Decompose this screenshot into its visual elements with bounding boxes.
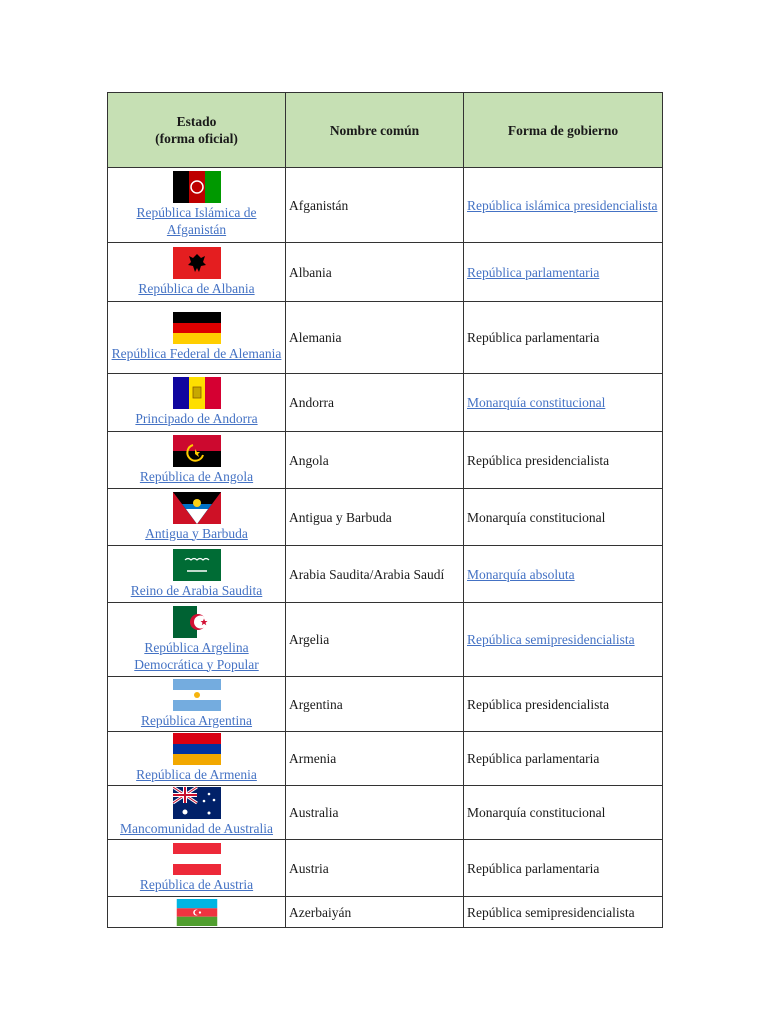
header-forma: Forma de gobierno bbox=[464, 93, 663, 168]
nombre-comun-cell: Albania bbox=[286, 243, 464, 302]
forma-gobierno-cell: República parlamentaria bbox=[464, 840, 663, 897]
table-row bbox=[108, 732, 663, 786]
estado-cell bbox=[108, 786, 286, 840]
table-row bbox=[108, 302, 663, 374]
nombre-comun-cell: Austria bbox=[286, 840, 464, 897]
estado-cell bbox=[108, 374, 286, 432]
nombre-comun-cell: Alemania bbox=[286, 302, 464, 374]
forma-gobierno-link[interactable]: Monarquía constitucional bbox=[467, 395, 606, 410]
header-nombre: Nombre común bbox=[286, 93, 464, 168]
table-row bbox=[108, 677, 663, 732]
andorra-flag-icon bbox=[173, 377, 221, 409]
estado-link[interactable]: República de Austria bbox=[139, 876, 254, 892]
nombre-comun-cell: Azerbaiyán bbox=[286, 897, 464, 928]
nombre-comun-cell: Australia bbox=[286, 786, 464, 840]
austria-flag-icon bbox=[173, 843, 221, 875]
table-row bbox=[108, 786, 663, 840]
estado-cell bbox=[108, 168, 286, 243]
nombre-comun-cell: Afganistán bbox=[286, 168, 464, 243]
nombre-comun-cell: Arabia Saudita/Arabia Saudí bbox=[286, 546, 464, 603]
azerbaijan-flag-icon bbox=[173, 899, 221, 926]
countries-table bbox=[107, 92, 663, 928]
nombre-comun-cell: Andorra bbox=[286, 374, 464, 432]
header-estado-line2: (forma oficial) bbox=[155, 131, 238, 146]
forma-gobierno-cell: República presidencialista bbox=[464, 677, 663, 732]
forma-gobierno-cell: Monarquía constitucional bbox=[464, 489, 663, 546]
nombre-comun-cell: Antigua y Barbuda bbox=[286, 489, 464, 546]
estado-link[interactable]: República de Angola bbox=[139, 468, 254, 484]
table-row bbox=[108, 489, 663, 546]
forma-gobierno-cell bbox=[464, 168, 663, 243]
estado-link[interactable]: República Federal de Alemania bbox=[111, 346, 282, 361]
forma-gobierno-cell bbox=[464, 243, 663, 302]
estado-link[interactable]: República de Armenia bbox=[136, 767, 257, 782]
angola-flag-icon bbox=[173, 435, 221, 467]
forma-gobierno-cell: República presidencialista bbox=[464, 432, 663, 489]
nombre-comun-cell: Armenia bbox=[286, 732, 464, 786]
forma-gobierno-cell: República parlamentaria bbox=[464, 302, 663, 374]
estado-link[interactable]: República Islámica de Afganistán bbox=[136, 205, 257, 237]
estado-link[interactable]: República Argelina Democrática y Popular bbox=[134, 639, 259, 672]
estado-link[interactable]: República de Albania bbox=[138, 280, 255, 296]
estado-cell bbox=[108, 302, 286, 374]
header-estado bbox=[108, 93, 286, 168]
forma-gobierno-link[interactable]: República parlamentaria bbox=[467, 264, 600, 280]
afghanistan-flag-icon bbox=[173, 171, 221, 203]
nombre-comun-cell: Argentina bbox=[286, 677, 464, 732]
forma-gobierno-link[interactable]: República islámica presidencialista bbox=[467, 197, 658, 213]
argentina-flag-icon bbox=[173, 679, 221, 711]
australia-flag-icon bbox=[173, 787, 221, 819]
table-row bbox=[108, 374, 663, 432]
forma-gobierno-cell bbox=[464, 603, 663, 677]
header-estado-line1: Estado bbox=[176, 114, 217, 129]
table-row bbox=[108, 243, 663, 302]
header-row bbox=[108, 93, 663, 168]
estado-cell bbox=[108, 546, 286, 603]
table-row bbox=[108, 897, 663, 928]
estado-cell bbox=[108, 603, 286, 677]
estado-cell bbox=[108, 489, 286, 546]
saudi-arabia-flag-icon bbox=[173, 549, 221, 581]
algeria-flag-icon bbox=[173, 606, 221, 638]
estado-cell bbox=[108, 840, 286, 897]
estado-cell bbox=[108, 243, 286, 302]
estado-cell bbox=[108, 897, 286, 928]
table-row bbox=[108, 168, 663, 243]
forma-gobierno-link[interactable]: República semipresidencialista bbox=[467, 632, 635, 647]
nombre-comun-cell: Argelia bbox=[286, 603, 464, 677]
armenia-flag-icon bbox=[173, 733, 221, 765]
estado-link[interactable]: Antigua y Barbuda bbox=[145, 525, 248, 541]
table-row bbox=[108, 603, 663, 677]
estado-link[interactable]: Principado de Andorra bbox=[135, 411, 258, 426]
forma-gobierno-cell bbox=[464, 374, 663, 432]
table-row bbox=[108, 546, 663, 603]
estado-link[interactable]: Mancomunidad de Australia bbox=[120, 821, 273, 836]
antigua-barbuda-flag-icon bbox=[173, 492, 221, 524]
forma-gobierno-link[interactable]: Monarquía absoluta bbox=[467, 566, 575, 582]
nombre-comun-cell: Angola bbox=[286, 432, 464, 489]
germany-flag-icon bbox=[173, 312, 221, 344]
estado-link[interactable]: República Argentina bbox=[140, 712, 253, 728]
estado-link[interactable]: Reino de Arabia Saudita bbox=[130, 582, 263, 598]
estado-cell bbox=[108, 677, 286, 732]
forma-gobierno-cell: Monarquía constitucional bbox=[464, 786, 663, 840]
estado-cell bbox=[108, 432, 286, 489]
forma-gobierno-cell: República parlamentaria bbox=[464, 732, 663, 786]
forma-gobierno-cell bbox=[464, 546, 663, 603]
forma-gobierno-cell: República semipresidencialista bbox=[464, 897, 663, 928]
table-row bbox=[108, 432, 663, 489]
table-row bbox=[108, 840, 663, 897]
estado-cell bbox=[108, 732, 286, 786]
albania-flag-icon bbox=[173, 247, 221, 279]
